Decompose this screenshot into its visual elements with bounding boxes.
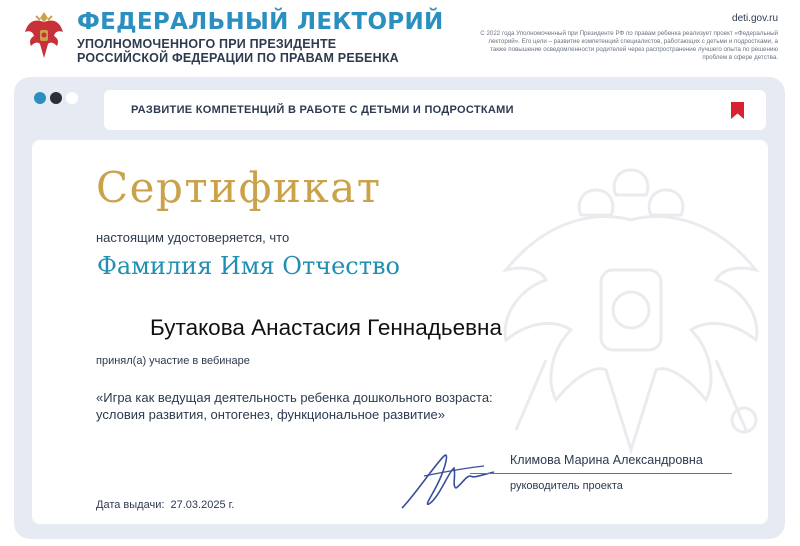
certifies-text: настоящим удостоверяется, что: [96, 230, 290, 245]
issue-date: [96, 499, 234, 511]
issue-date-label: Дата выдачи:: [96, 499, 165, 511]
topic-title: РАЗВИТИЕ КОМПЕТЕНЦИЙ В РАБОТЕ С ДЕТЬМИ И ПОДРОСТКАМИ: [131, 104, 514, 116]
signer-name: Климова Марина Александровна: [510, 453, 703, 467]
coat-of-arms-icon: [22, 8, 66, 62]
signer-role: руководитель проекта: [510, 480, 623, 492]
org-subtitle: УПОЛНОМОЧЕННОГО ПРИ ПРЕЗИДЕНТЕ РОССИЙСКОЙ ФЕДЕРАЦИИ ПО ПРАВАМ РЕБЕНКА: [77, 37, 399, 65]
bookmark-icon: [731, 102, 744, 119]
window-dot-blue: [34, 92, 46, 104]
issue-date-value: 27.03.2025 г.: [170, 499, 235, 511]
window-dot-white: [66, 92, 78, 104]
participated-text: принял(а) участие в вебинаре: [96, 355, 250, 367]
eagle-watermark-icon: [486, 150, 776, 460]
certificate-title: Сертификат: [96, 163, 382, 212]
webinar-title: «Игра как ведущая деятельность ребенка дошкольного возраста: условия развития, онтогенез, функциональное развитие»: [96, 390, 493, 422]
recipient-name: Бутакова Анастасия Геннадьевна: [150, 315, 502, 340]
site-link[interactable]: deti.gov.ru: [732, 13, 778, 24]
signature-icon: [394, 446, 504, 518]
project-note: С 2022 года Уполномоченный при Президенте РФ по правам ребенка реализует проект «Федеральный лекторий». Его цели – развитие компетенций специалистов, работающих с детьми и подростками, а также повышение осведомленности родителей через распространение лучшего опыта по решению проблем в сфере детства.: [480, 30, 778, 61]
name-label: Фамилия Имя Отчество: [97, 252, 400, 280]
signature-line: [470, 473, 732, 474]
org-title: ФЕДЕРАЛЬНЫЙ ЛЕКТОРИЙ: [77, 9, 444, 35]
window-dot-dark: [50, 92, 62, 104]
